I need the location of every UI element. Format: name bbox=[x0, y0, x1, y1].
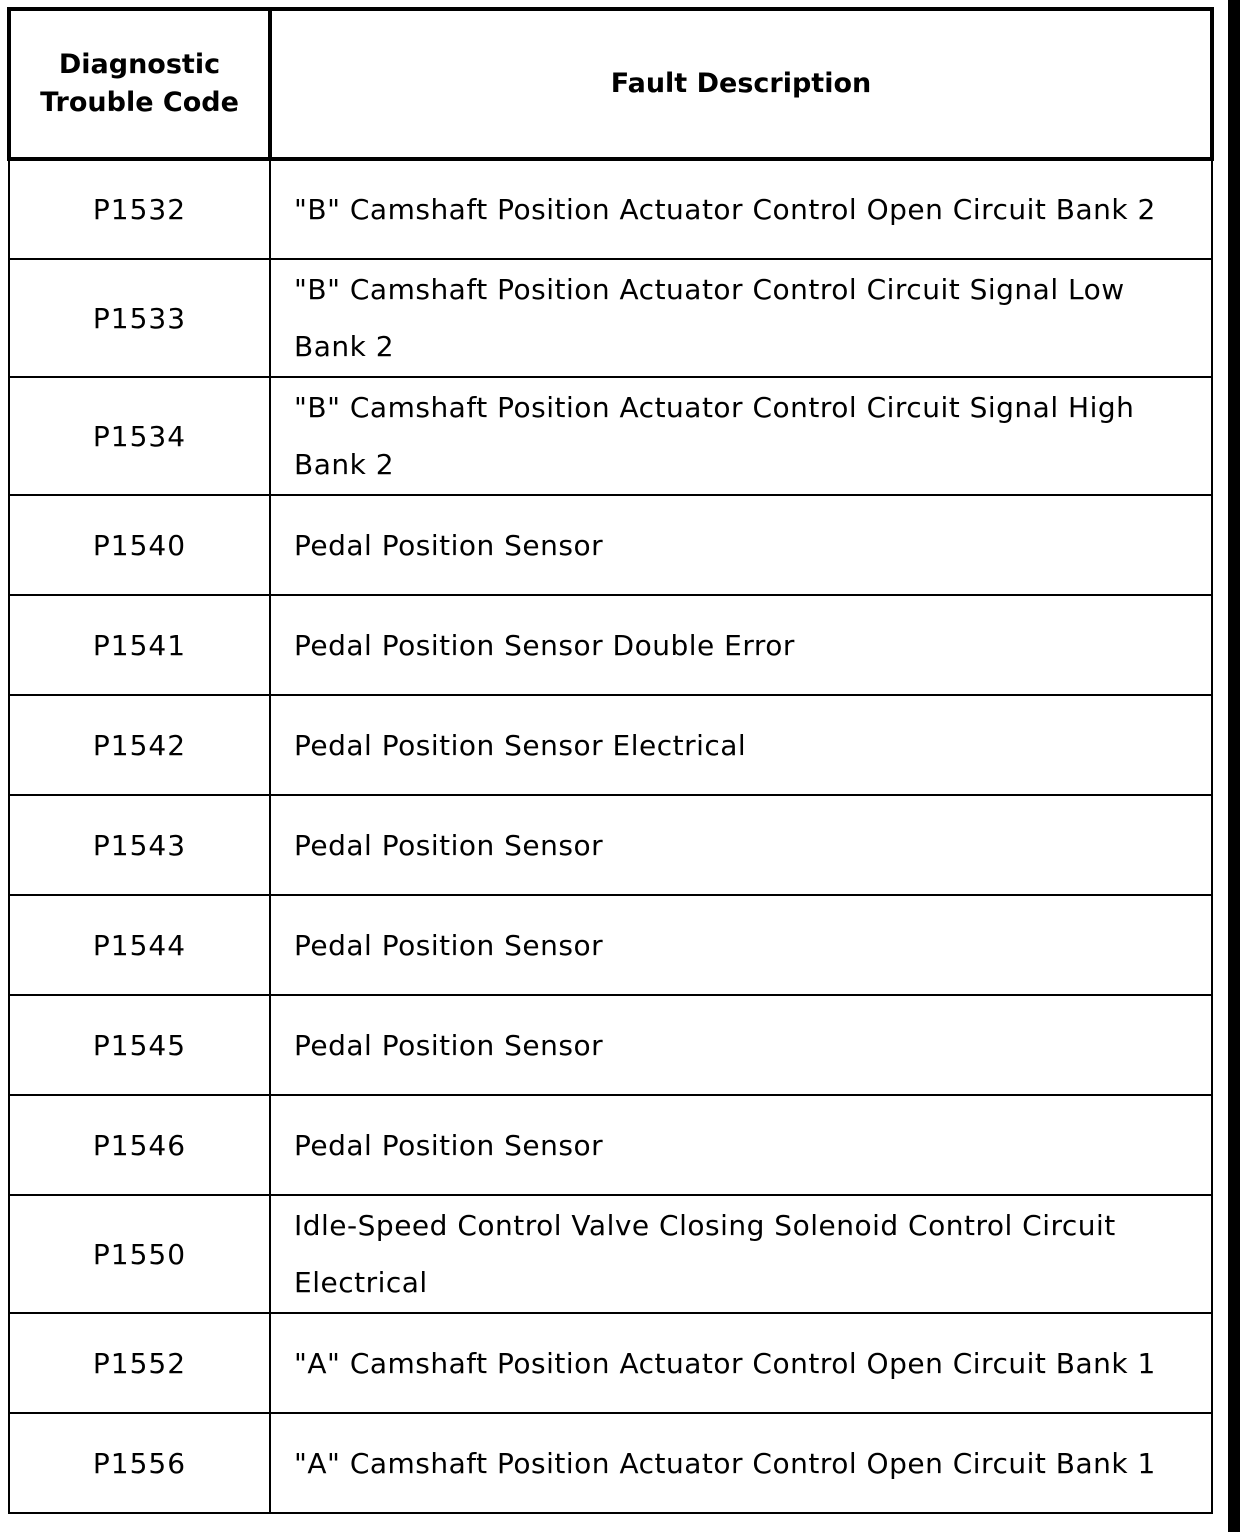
fault-description: Idle-Speed Control Valve Closing Solenoid Control Circuit Electrical bbox=[270, 1195, 1212, 1313]
dtc-code: P1540 bbox=[9, 495, 270, 595]
table-row bbox=[9, 1195, 1212, 1313]
header-row bbox=[9, 9, 1212, 159]
dtc-code: P1543 bbox=[9, 795, 270, 895]
dtc-code: P1542 bbox=[9, 695, 270, 795]
table-row bbox=[9, 595, 1212, 695]
table-row bbox=[9, 695, 1212, 795]
fault-description: Pedal Position Sensor bbox=[270, 795, 1212, 895]
table-row bbox=[9, 377, 1212, 495]
table-row bbox=[9, 259, 1212, 377]
dtc-code: P1532 bbox=[9, 159, 270, 259]
fault-description: "B" Camshaft Position Actuator Control Circuit Signal High Bank 2 bbox=[270, 377, 1212, 495]
header-code bbox=[9, 9, 270, 159]
dtc-code: P1552 bbox=[9, 1313, 270, 1413]
fault-description: Pedal Position Sensor bbox=[270, 895, 1212, 995]
dtc-table bbox=[7, 7, 1214, 1514]
table-row bbox=[9, 895, 1212, 995]
header-description: Fault Description bbox=[270, 9, 1212, 159]
dtc-code: P1541 bbox=[9, 595, 270, 695]
fault-description: Pedal Position Sensor Electrical bbox=[270, 695, 1212, 795]
fault-description: Pedal Position Sensor bbox=[270, 1095, 1212, 1195]
fault-description: "B" Camshaft Position Actuator Control Open Circuit Bank 2 bbox=[270, 159, 1212, 259]
fault-description: Pedal Position Sensor bbox=[270, 495, 1212, 595]
table-row bbox=[9, 495, 1212, 595]
dtc-code: P1544 bbox=[9, 895, 270, 995]
fault-description: "A" Camshaft Position Actuator Control Open Circuit Bank 1 bbox=[270, 1413, 1212, 1513]
dtc-code: P1534 bbox=[9, 377, 270, 495]
page-edge-bar bbox=[1228, 0, 1240, 1532]
table-row bbox=[9, 1313, 1212, 1413]
fault-description: Pedal Position Sensor Double Error bbox=[270, 595, 1212, 695]
dtc-code: P1546 bbox=[9, 1095, 270, 1195]
table-header bbox=[9, 9, 1212, 159]
table-row bbox=[9, 795, 1212, 895]
table-row bbox=[9, 1095, 1212, 1195]
table-row bbox=[9, 159, 1212, 259]
dtc-code: P1556 bbox=[9, 1413, 270, 1513]
fault-description: "B" Camshaft Position Actuator Control Circuit Signal Low Bank 2 bbox=[270, 259, 1212, 377]
table-body bbox=[9, 159, 1212, 1513]
header-code-label: Diagnostic Trouble Code bbox=[40, 49, 239, 118]
dtc-code: P1533 bbox=[9, 259, 270, 377]
fault-description: "A" Camshaft Position Actuator Control Open Circuit Bank 1 bbox=[270, 1313, 1212, 1413]
fault-description: Pedal Position Sensor bbox=[270, 995, 1212, 1095]
dtc-code: P1545 bbox=[9, 995, 270, 1095]
table-row bbox=[9, 995, 1212, 1095]
table-row bbox=[9, 1413, 1212, 1513]
dtc-code: P1550 bbox=[9, 1195, 270, 1313]
